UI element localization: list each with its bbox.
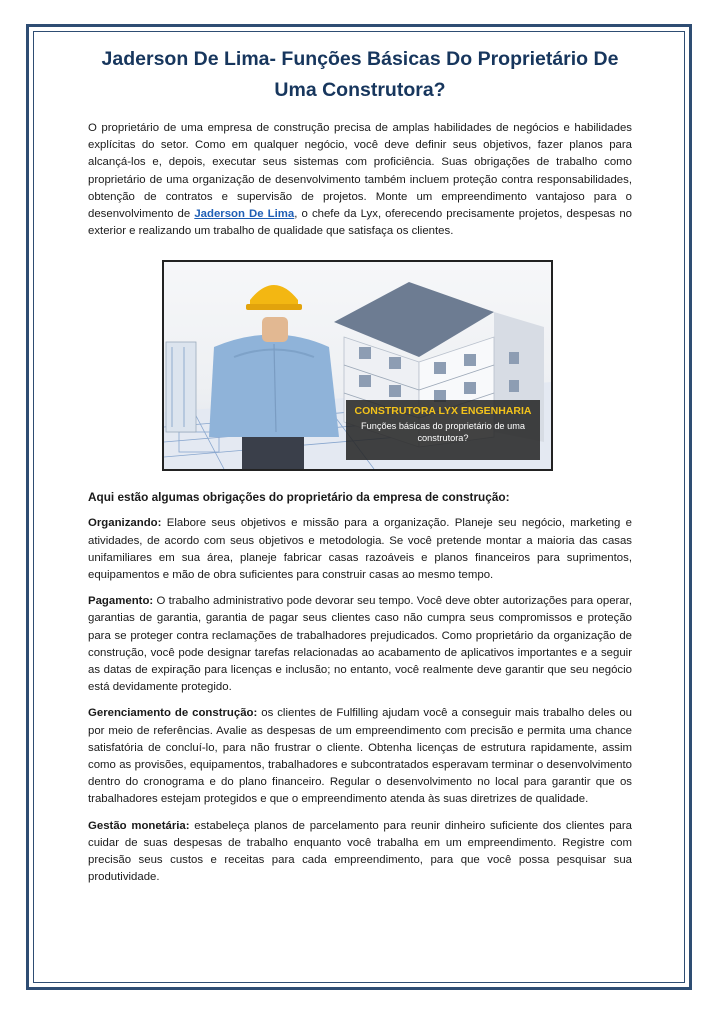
section-text: O trabalho administrativo pode devorar seu tempo. Você deve obter autorizações para operar, garantias de garantia, garantia de pagar seus clientes caso não cumpra seus compromissos e proteção para se proteger contra reclamações de trabalhadores prejudicados. Como proprietário da organização de construção, você pode designar tarefas relacionadas ao acabamento de aplicativos importantes e a seguir as datas de expiração para licenças e inclusão; no entanto, você realmente deve garantir que seu negócio está devidamente protegido.: [88, 595, 632, 694]
section-label: Organizando:: [88, 517, 162, 530]
caption-subtitle: Funções básicas do proprietário de uma construtora?: [361, 421, 525, 444]
document-body: [88, 44, 632, 886]
intro-text-before: O proprietário de uma empresa de construção precisa de amplas habilidades de negócios e habilidades explícitas do setor. Como em qualquer negócio, você deve definir seus objetivos, fazer planos para alcançá-los e, depois, executar seus sistemas com proficiência. Suas obrigações de trabalho como proprietário de uma organização de desenvolvimento também incluem proteção contra responsabilidades, obtenção de contratos e supervisão de projetos. Monte um empreendimento vantajoso para o desenvolvimento de: [88, 122, 632, 221]
section-text: Elabore seus objetivos e missão para a organização. Planeje seu negócio, marketing e atividades, de acordo com seus objetivos e metodologia. Se você pretende montar a maioria das casas unifamiliares em sua área, planeje fabricar casas razoáveis e planos financeiros para suprimentos, equipamentos e mão de obra suficientes para construir casas ao mesmo tempo.: [88, 517, 632, 582]
intro-paragraph: [88, 120, 632, 240]
section-label: Gerenciamento de construção:: [88, 707, 258, 720]
caption-title: CONSTRUTORA LYX ENGENHARIA: [354, 405, 532, 418]
image-caption: [346, 400, 540, 460]
section-pagamento: [88, 593, 632, 696]
section-label: Gestão monetária:: [88, 819, 190, 832]
author-link[interactable]: Jaderson De Lima: [194, 208, 295, 221]
section-gestao-monetaria: [88, 818, 632, 887]
intro-text-after: , o chefe da Lyx, oferecendo precisamente projetos, despesas no exterior e realizando um trabalho de qualidade que satisfaça os clientes.: [88, 208, 633, 238]
section-organizando: [88, 515, 632, 584]
section-heading: Aqui estão algumas obrigações do proprietário da empresa de construção:: [88, 490, 510, 505]
page-title: Jaderson De Lima- Funções Básicas Do Proprietário De Uma Construtora?: [101, 48, 619, 101]
section-text: estabeleça planos de parcelamento para reunir dinheiro suficiente dos clientes para cuidar de suas despesas de trabalho enquanto você trabalha em um empreendimento. Registre com precisão seus custos e receitas para cada empreendimento, para que você possa pesquisar sua produtividade.: [88, 819, 633, 884]
section-gerenciamento: [88, 705, 632, 808]
section-text: os clientes de Fulfilling ajudam você a conseguir mais trabalho deles ou por meio de referências. Avalie as despesas de um empreendimento com precisão e permita uma chance satisfatória de concluí-lo, para não frustrar o cliente. Obtenha licenças de estrutura rapidamente, assim como as provisões, equipamentos, trabalhadores e subcontratados esperavam terminar o desenvolvimento dentro do cronograma e do plano financeiro. Regular o desenvolvimento no local para garantir que os trabalhadores estejam protegidos e que o empreendimento atenda às suas diretrizes de qualidade.: [88, 707, 632, 806]
hero-image: [162, 260, 553, 471]
section-label: Pagamento:: [88, 595, 154, 608]
